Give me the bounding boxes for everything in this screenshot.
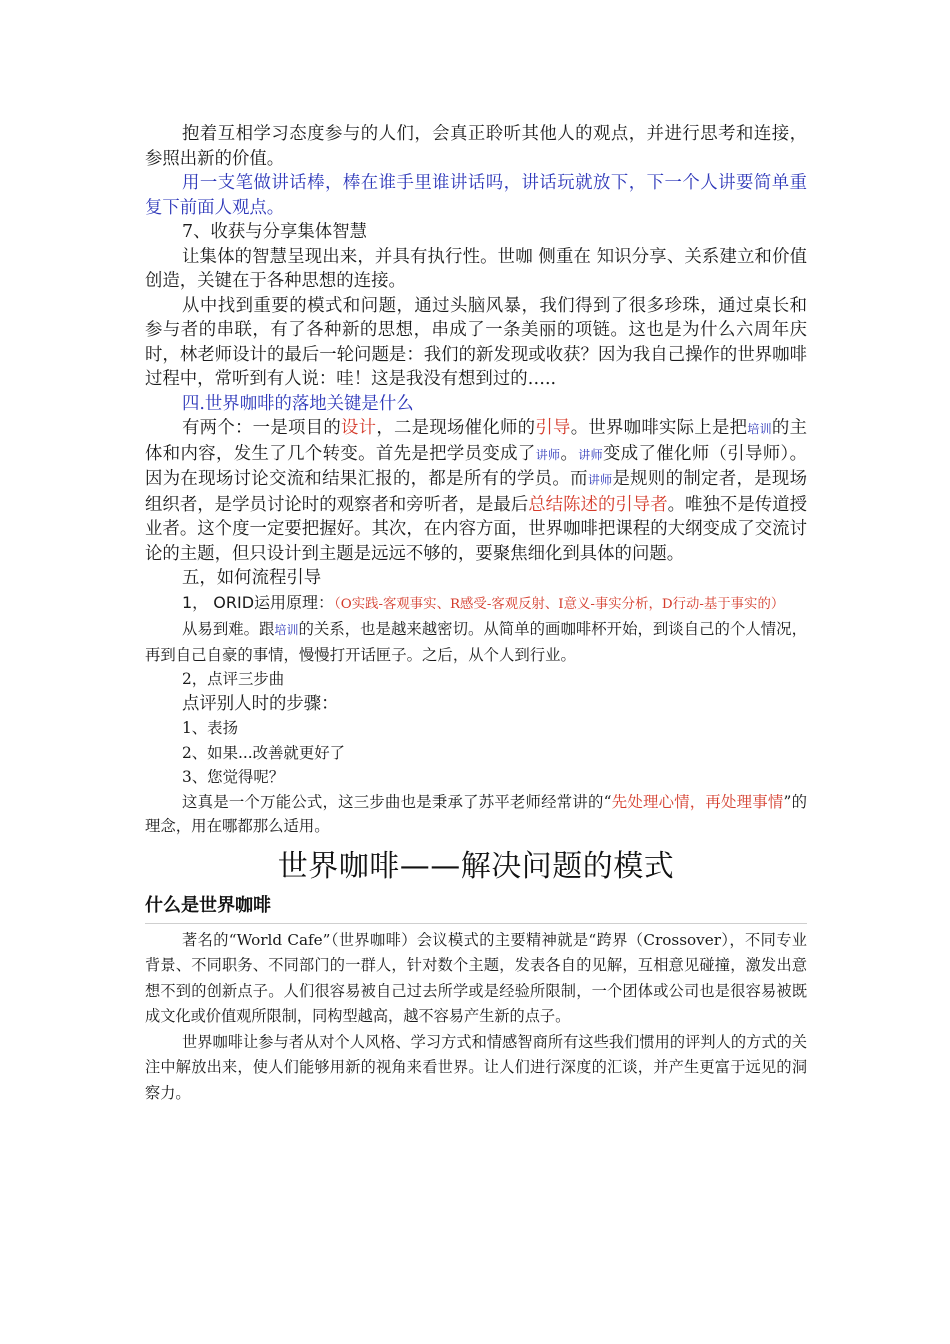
paragraph-crossover: 著名的“World Cafe”（世界咖啡）会议模式的主要精神就是“跨界（Crossover），不同专业背景、不同职务、不同部门的一群人，针对数个主题，发表各自的见解，互相意见碰撞，激发出意想不到的创新点子。人们很容易被自己过去所学或是经验所限制，一个团体或公司也是很容易被既成文化或价值观所限制，同构型越高，越不容易产生新的点子。 [145,930,807,1025]
text-segment: ，二是现场催化师的 [376,418,536,438]
paragraph-orid [145,591,807,618]
paragraph-universal-formula [145,790,807,839]
link-lecturer: 讲师 [587,473,613,487]
paragraph-easy-to-hard [145,617,807,667]
text-segment: 。世界咖啡实际上是把 [570,418,748,438]
text-segment: 的关系，也是越来越密切。从简单的画咖啡杯开始，到谈自己的个人情况，再到自己自豪的事情，慢慢打开话匣子。之后，从个人到行业。 [145,620,807,664]
link-lecturer: 讲师 [578,447,603,462]
link-lecturer: 讲师 [535,447,561,462]
list-item: 2、如果...改善就更好了 [182,743,345,762]
orid-note: （O实践-客观事实、R感受-客观反射、I意义-事实分析，D行动-基于事实的） [334,596,785,612]
link-training: 培训 [274,623,299,637]
document-page [145,122,807,1106]
paragraph-two-keys [145,416,807,566]
text-segment: 的主体和内容，发生了几个转变。首先是把学员变成了 [145,418,807,464]
list-item: 1、表扬 [182,719,238,737]
heading-process-guide: 五，如何流程引导 [182,568,322,588]
highlight-guide: 引导 [535,418,571,438]
heading-three-steps: 2，点评三步曲 [182,670,285,688]
divider [145,923,807,924]
page-title: 世界咖啡——解决问题的模式 [277,848,675,884]
orid-label: 1， ORID运用原理： [182,592,335,612]
text-segment: ”的理念，用在哪都那么适用。 [145,792,807,835]
paragraph-patterns: 从中找到重要的模式和问题，通过头脑风暴，我们得到了很多珍珠，通过桌长和参与者的串联，有了各种新的思想，串成了一条美丽的项链。这也是为什么六周年庆时，林老师设计的最后一轮问题是：我们的新发现或收获？因为我自己操作的世界咖啡过程中，常听到有人说：哇！这是我没有想到过的….. [145,295,807,389]
paragraph-new-perspective: 世界咖啡让参与者从对个人风格、学习方式和情感智商所有这些我们惯用的评判人的方式的关注中解放出来，使人们能够用新的视角来看世界。让人们进行深度的汇谈，并产生更富于远见的洞察力。 [145,1032,807,1102]
paragraph-collective-wisdom: 让集体的智慧呈现出来，并具有执行性。世咖 侧重在 知识分享、关系建立和价值创造，关键在于各种思想的连接。 [145,246,807,291]
paragraph-participation: 抱着互相学习态度参与的人们，会真正聆听其他人的观点，并进行思考和连接，参照出新的价值。 [145,124,807,169]
section-subtitle: 什么是世界咖啡 [145,894,271,916]
highlight-design: 设计 [341,418,377,438]
heading-harvest: 7、收获与分享集体智慧 [182,222,367,242]
steps-intro: 点评别人时的步骤： [182,693,339,714]
heading-key-points: 四.世界咖啡的落地关键是什么 [182,393,414,414]
highlight-mood-first: 先处理心情，再处理事情 [611,792,784,811]
text-segment: 有两个：一是项目的 [182,418,341,438]
text-segment: 从易到难。跟 [182,620,275,638]
text-segment: 。 [560,443,579,464]
highlight-summarizer: 总结陈述的引导者 [528,494,668,515]
text-segment: 这真是一个万能公式，这三步曲也是秉承了苏平老师经常讲的“ [182,792,612,811]
text-segment: 。唯独不是传道授业者。这个度一定要把握好。其次，在内容方面，世界咖啡把课程的大纲变成了交流讨论的主题，但只设计到主题是远远不够的，要聚焦细化到具体的问题。 [145,494,807,564]
text-segment: 变成了催化师（引导师）。因为在现场讨论交流和结果汇报的，都是所有的学员。而 [145,443,807,489]
link-training: 培训 [747,422,772,436]
text-segment: 是规则的制定者，是现场组织者，是学员讨论时的观察者和旁听者，是最后 [145,469,807,515]
list-item: 3、您觉得呢？ [182,768,285,786]
paragraph-talking-stick: 用一支笔做讲话棒，棒在谁手里谁讲话吗，讲话玩就放下，下一个人讲要简单重复下前面人观点。 [145,173,807,218]
